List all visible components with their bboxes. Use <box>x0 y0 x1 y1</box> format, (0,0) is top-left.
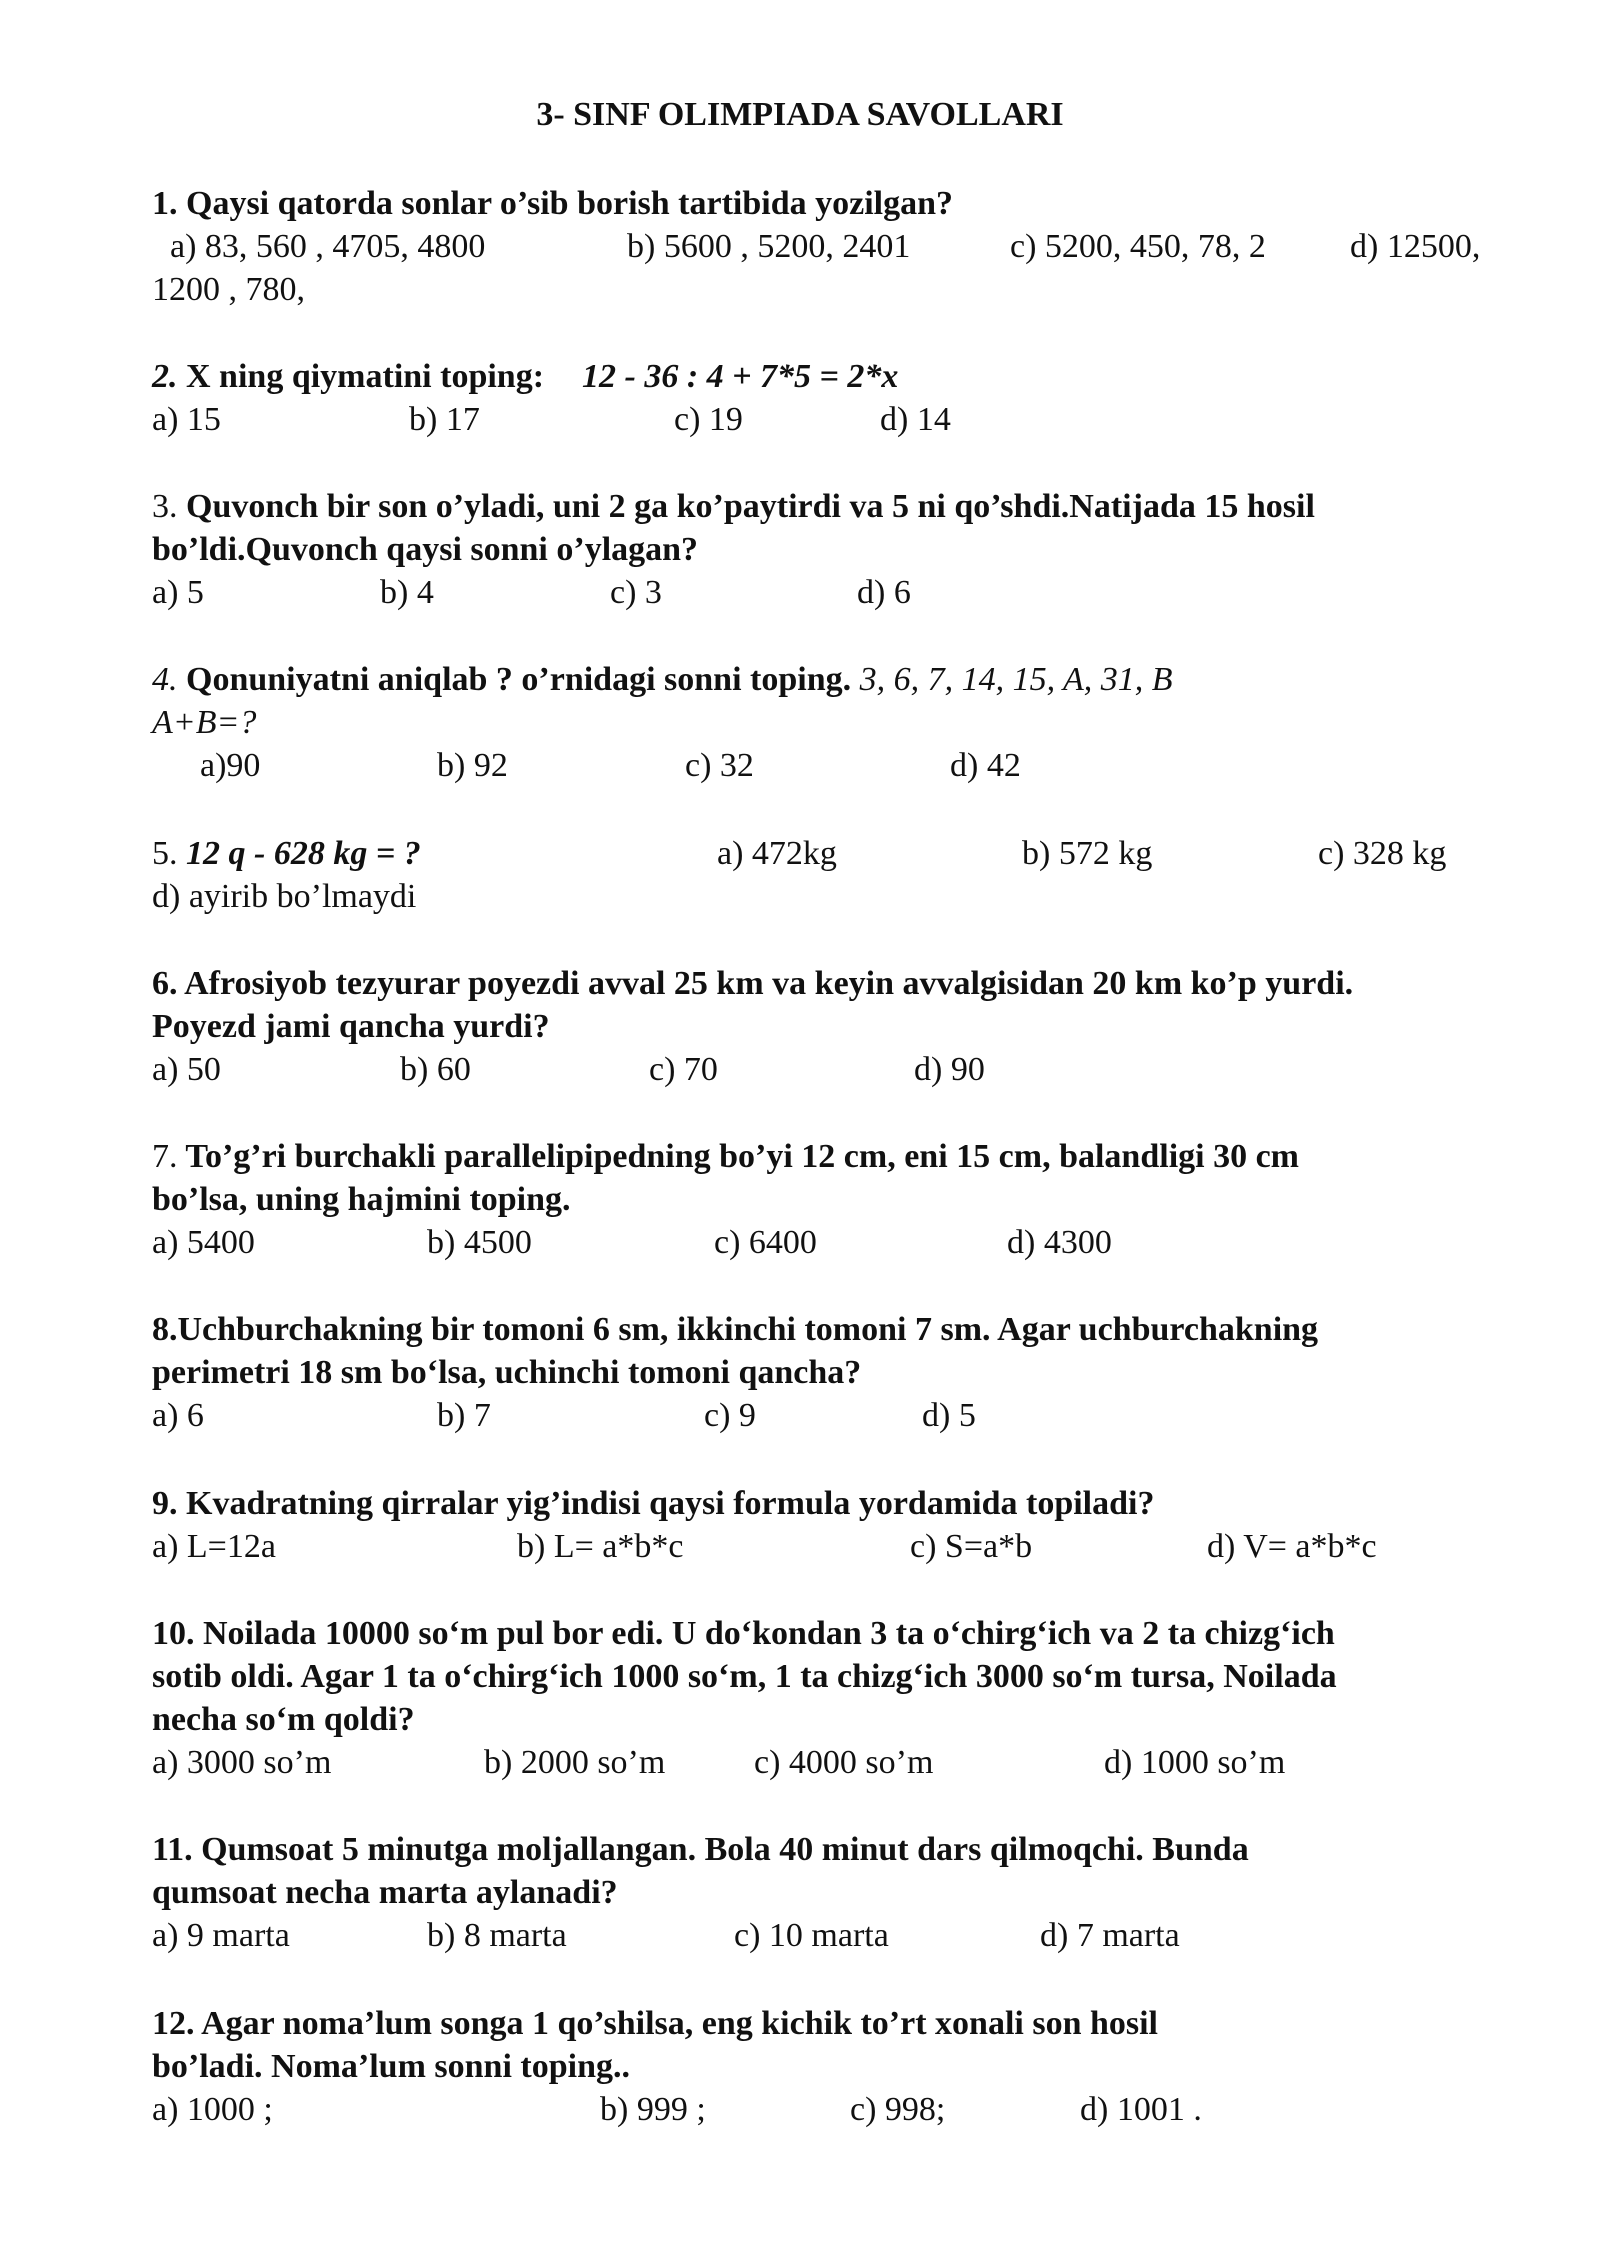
question-3-text: Quvonch bir son o’yladi, uni 2 ga ko’paytirdi va 5 ni qo’shdi.Natijada 15 hosil <box>177 488 1315 525</box>
question-6-option-d[interactable]: d) 90 <box>914 1051 985 1088</box>
question-12-option-d[interactable]: d) 1001 . <box>1080 2091 1202 2128</box>
question-5-option-a[interactable]: a) 472kg <box>717 835 837 872</box>
question-9-option-c[interactable]: c) S=a*b <box>910 1528 1033 1565</box>
question-7-option-b[interactable]: b) 4500 <box>427 1224 532 1261</box>
question-4-number: 4. <box>152 661 178 698</box>
question-10-options <box>152 1741 1502 1784</box>
question-6-option-a[interactable]: a) 50 <box>152 1051 221 1088</box>
question-10-option-a[interactable]: a) 3000 so’m <box>152 1744 332 1781</box>
question-12 <box>152 2002 1502 2131</box>
question-10-number: 10. <box>152 1615 195 1652</box>
question-1-number: 1. <box>152 185 178 222</box>
question-11-stem <box>152 1828 1502 1871</box>
question-1-option-d-continued: 1200 , 780, <box>152 271 305 308</box>
question-4-text: Qonuniyatni aniqlab ? o’rnidagi sonni toping. <box>177 661 852 698</box>
question-10-option-d[interactable]: d) 1000 so’m <box>1104 1744 1286 1781</box>
question-3-option-b[interactable]: b) 4 <box>380 574 434 611</box>
question-12-text: Agar noma’lum songa 1 qo’shilsa, eng kichik to’rt xonali son hosil <box>194 2005 1159 2042</box>
question-8-options <box>152 1394 1502 1437</box>
question-9-number: 9. <box>152 1485 178 1522</box>
question-7-option-c[interactable]: c) 6400 <box>714 1224 817 1261</box>
question-8-option-b[interactable]: b) 7 <box>437 1397 491 1434</box>
question-4 <box>152 658 1502 787</box>
question-6-stem <box>152 962 1502 1005</box>
question-9-text: Kvadratning qirralar yig’indisi qaysi formula yordamida topiladi? <box>177 1485 1155 1522</box>
question-5-expression: 12 q - 628 kg = ? <box>177 835 421 872</box>
question-3-text-line-2: bo’ldi.Quvonch qaysi sonni o’ylagan? <box>152 531 699 568</box>
question-3-number: 3. <box>152 488 178 525</box>
question-5-stem-and-options <box>152 832 1502 875</box>
question-12-option-a[interactable]: a) 1000 ; <box>152 2091 273 2128</box>
question-11-text-line-2: qumsoat necha marta aylanadi? <box>152 1874 618 1911</box>
question-6-option-b[interactable]: b) 60 <box>400 1051 471 1088</box>
question-1-text: Qaysi qatorda sonlar o’sib borish tartibida yozilgan? <box>177 185 953 222</box>
question-8-text-line-2: perimetri 18 sm bo‘lsa, uchinchi tomoni qancha? <box>152 1354 862 1391</box>
question-11-option-b[interactable]: b) 8 marta <box>427 1917 567 1954</box>
question-3 <box>152 485 1502 614</box>
question-7-option-a[interactable]: a) 5400 <box>152 1224 255 1261</box>
question-3-option-d[interactable]: d) 6 <box>857 574 911 611</box>
question-8-stem <box>152 1308 1502 1351</box>
question-4-option-a[interactable]: a)90 <box>200 747 261 784</box>
question-2-option-b[interactable]: b) 17 <box>409 401 480 438</box>
question-11-options <box>152 1914 1502 1957</box>
question-9 <box>152 1482 1502 1568</box>
question-1-stem <box>152 182 1502 225</box>
question-6 <box>152 962 1502 1091</box>
question-12-text-line-2: bo’ladi. Noma’lum sonni toping.. <box>152 2048 630 2085</box>
question-10-text-line-3: necha so‘m qoldi? <box>152 1701 415 1738</box>
question-5-option-c[interactable]: c) 328 kg <box>1318 835 1447 872</box>
question-9-options <box>152 1525 1502 1568</box>
question-9-stem <box>152 1482 1502 1525</box>
question-11-option-a[interactable]: a) 9 marta <box>152 1917 290 1954</box>
question-7-text: To’g’ri burchakli parallelipipedning bo’yi 12 cm, eni 15 cm, balandligi 30 cm <box>177 1138 1300 1175</box>
question-5 <box>152 832 1502 918</box>
question-11-number: 11. <box>152 1831 193 1868</box>
question-4-option-d[interactable]: d) 42 <box>950 747 1021 784</box>
question-3-option-c[interactable]: c) 3 <box>610 574 662 611</box>
question-7 <box>152 1135 1502 1264</box>
question-7-stem <box>152 1135 1502 1178</box>
question-11 <box>152 1828 1502 1957</box>
question-2-option-c[interactable]: c) 19 <box>674 401 743 438</box>
question-5-option-b[interactable]: b) 572 kg <box>1022 835 1153 872</box>
question-12-options <box>152 2088 1502 2131</box>
question-3-stem <box>152 485 1502 528</box>
question-12-option-c[interactable]: c) 998; <box>850 2091 946 2128</box>
question-8-option-a[interactable]: a) 6 <box>152 1397 204 1434</box>
question-4-stem <box>152 658 1502 701</box>
question-1-option-b[interactable]: b) 5600 , 5200, 2401 <box>627 228 911 265</box>
question-8-option-c[interactable]: c) 9 <box>704 1397 756 1434</box>
question-9-option-d[interactable]: d) V= a*b*c <box>1207 1528 1377 1565</box>
question-4-options <box>152 744 1502 787</box>
question-11-text: Qumsoat 5 minutga moljallangan. Bola 40 minut dars qilmoqchi. Bunda <box>192 1831 1249 1868</box>
question-1 <box>152 182 1502 311</box>
question-10-option-c[interactable]: c) 4000 so’m <box>754 1744 934 1781</box>
question-7-number: 7. <box>152 1138 178 1175</box>
question-2-options <box>152 398 1502 441</box>
question-12-stem <box>152 2002 1502 2045</box>
question-1-option-a[interactable]: a) 83, 560 , 4705, 4800 <box>170 228 486 265</box>
question-1-options <box>152 225 1502 268</box>
question-1-option-c[interactable]: c) 5200, 450, 78, 2 <box>1010 228 1266 265</box>
question-9-option-b[interactable]: b) L= a*b*c <box>517 1528 684 1565</box>
question-11-option-c[interactable]: c) 10 marta <box>734 1917 889 1954</box>
question-6-text: Afrosiyob tezyurar poyezdi avval 25 km va keyin avvalgisidan 20 km ko’p yurdi. <box>177 965 1354 1002</box>
question-8 <box>152 1308 1502 1437</box>
page-title: 3- SINF OLIMPIADA SAVOLLARI <box>536 96 1064 133</box>
question-7-options <box>152 1221 1502 1264</box>
question-10-text-line-2: sotib oldi. Agar 1 ta o‘chirg‘ich 1000 so‘m, 1 ta chizg‘ich 3000 so‘m tursa, Noilada <box>152 1658 1337 1695</box>
question-2-stem <box>152 355 1502 398</box>
question-4-sequence: 3, 6, 7, 14, 15, A, 31, B <box>851 661 1173 698</box>
question-12-option-b[interactable]: b) 999 ; <box>600 2091 706 2128</box>
question-10-text: Noilada 10000 so‘m pul bor edi. U do‘kondan 3 ta o‘chirg‘ich va 2 ta chizg‘ich <box>194 1615 1335 1652</box>
question-4-option-b[interactable]: b) 92 <box>437 747 508 784</box>
question-6-option-c[interactable]: c) 70 <box>649 1051 718 1088</box>
question-6-text-line-2: Poyezd jami qancha yurdi? <box>152 1008 550 1045</box>
question-10-stem <box>152 1612 1502 1655</box>
question-5-stem <box>152 832 421 875</box>
question-7-text-line-2: bo’lsa, uning hajmini toping. <box>152 1181 571 1218</box>
question-1-option-d[interactable]: d) 12500, <box>1350 228 1481 265</box>
question-7-option-d[interactable]: d) 4300 <box>1007 1224 1112 1261</box>
question-2-expression: 12 - 36 : 4 + 7*5 = 2*x <box>582 358 899 395</box>
question-4-option-c[interactable]: c) 32 <box>685 747 754 784</box>
question-3-options <box>152 571 1502 614</box>
question-2-number: 2. <box>152 358 178 395</box>
question-2 <box>152 355 1502 441</box>
question-3-option-a[interactable]: a) 5 <box>152 574 204 611</box>
question-5-number: 5. <box>152 835 178 872</box>
question-2-text: X ning qiymatini toping: <box>177 358 545 395</box>
question-2-option-a[interactable]: a) 15 <box>152 401 221 438</box>
question-11-option-d[interactable]: d) 7 marta <box>1040 1917 1180 1954</box>
question-10 <box>152 1612 1502 1784</box>
question-8-number: 8. <box>152 1311 178 1348</box>
question-8-text: Uchburchakning bir tomoni 6 sm, ikkinchi tomoni 7 sm. Agar uchburchakning <box>177 1311 1319 1348</box>
question-10-option-b[interactable]: b) 2000 so’m <box>484 1744 666 1781</box>
question-6-options <box>152 1048 1502 1091</box>
question-4-text-line-2: A+B=? <box>152 704 257 741</box>
question-12-number: 12. <box>152 2005 195 2042</box>
question-2-option-d[interactable]: d) 14 <box>880 401 951 438</box>
question-9-option-a[interactable]: a) L=12a <box>152 1528 276 1565</box>
question-8-option-d[interactable]: d) 5 <box>922 1397 976 1434</box>
question-6-number: 6. <box>152 965 178 1002</box>
question-5-option-d[interactable]: d) ayirib bo’lmaydi <box>152 878 417 915</box>
